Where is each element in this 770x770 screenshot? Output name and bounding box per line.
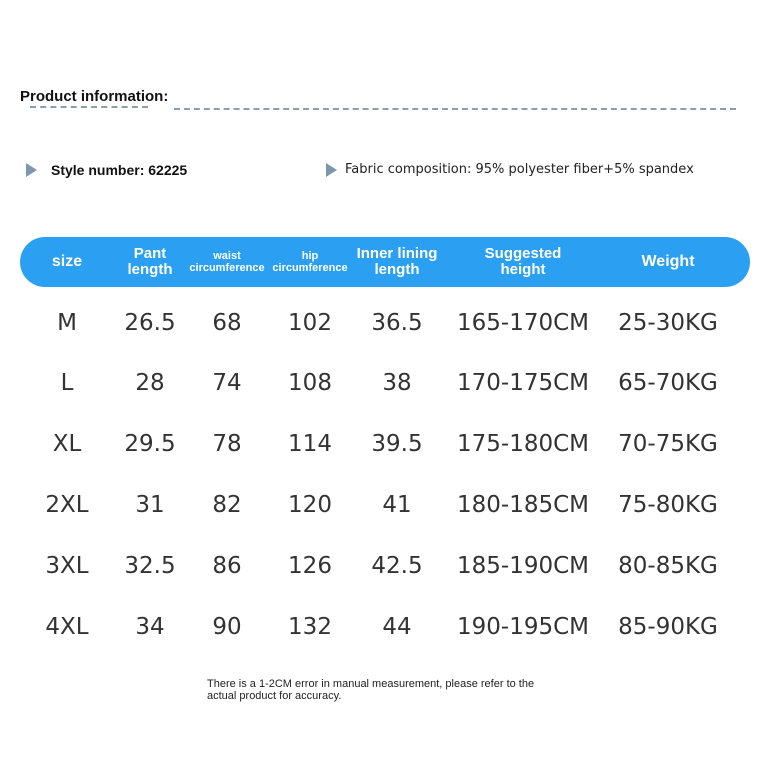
table-row bbox=[0, 303, 770, 343]
inner-lining-cell: 36.5 bbox=[371, 310, 423, 336]
weight-cell: 85-90KG bbox=[618, 614, 718, 640]
size-cell: 3XL bbox=[45, 553, 89, 579]
style-number-info bbox=[26, 162, 187, 178]
header-label-line: Weight bbox=[641, 253, 695, 271]
suggested-height-cell: 175-180CM bbox=[456, 431, 590, 457]
header-label-line: Pant bbox=[133, 244, 167, 262]
size-cell: XL bbox=[52, 431, 82, 457]
waist-cell: 86 bbox=[212, 553, 242, 579]
size-cell: M bbox=[57, 310, 77, 336]
table-row bbox=[0, 607, 770, 647]
measurement-note bbox=[207, 678, 597, 702]
waist-cell: 90 bbox=[212, 614, 242, 640]
header-waist bbox=[189, 237, 264, 287]
size-cell: L bbox=[60, 370, 74, 396]
section-title: Product information: bbox=[20, 88, 169, 105]
inner-lining-cell: 41 bbox=[382, 492, 412, 518]
waist-cell: 78 bbox=[212, 431, 242, 457]
weight-cell: 70-75KG bbox=[618, 431, 718, 457]
suggested-height-cell: 190-195CM bbox=[456, 614, 590, 640]
hip-cell: 114 bbox=[288, 431, 332, 457]
dashed-divider bbox=[174, 108, 736, 110]
suggested-height-cell: 185-190CM bbox=[456, 553, 590, 579]
table-row bbox=[0, 363, 770, 403]
triangle-right-icon bbox=[326, 163, 337, 177]
suggested-height-cell: 170-175CM bbox=[456, 370, 590, 396]
weight-cell: 65-70KG bbox=[618, 370, 718, 396]
header-label-line: Inner lining bbox=[356, 244, 438, 262]
header-inner-lining bbox=[357, 237, 438, 287]
header-size bbox=[52, 237, 82, 287]
header-label-line: length bbox=[374, 261, 420, 278]
fabric-text: Fabric composition: 95% polyester fiber+5% spandex bbox=[345, 162, 694, 177]
header-label-line: hip bbox=[301, 249, 319, 262]
triangle-right-icon bbox=[26, 163, 37, 177]
hip-cell: 132 bbox=[288, 614, 332, 640]
pant-length-cell: 34 bbox=[135, 614, 165, 640]
inner-lining-cell: 38 bbox=[382, 370, 412, 396]
style-number-text: Style number: 62225 bbox=[51, 162, 188, 178]
size-cell: 4XL bbox=[45, 614, 89, 640]
header-label-line: circumference bbox=[189, 262, 265, 274]
table-row bbox=[0, 424, 770, 464]
weight-cell: 80-85KG bbox=[618, 553, 718, 579]
hip-cell: 126 bbox=[288, 553, 332, 579]
pant-length-cell: 26.5 bbox=[124, 310, 176, 336]
size-cell: 2XL bbox=[45, 492, 89, 518]
suggested-height-cell: 165-170CM bbox=[456, 310, 590, 336]
header-label-line: waist bbox=[213, 249, 241, 262]
size-table-header bbox=[20, 237, 750, 287]
pant-length-cell: 29.5 bbox=[124, 431, 176, 457]
pant-length-cell: 28 bbox=[135, 370, 165, 396]
header-label-line: circumference bbox=[272, 262, 348, 274]
weight-cell: 25-30KG bbox=[618, 310, 718, 336]
waist-cell: 68 bbox=[212, 310, 242, 336]
header-label-line: Suggested bbox=[484, 244, 562, 262]
note-line-1: There is a 1-2CM error in manual measurement, please refer to the bbox=[207, 678, 535, 690]
title-underline bbox=[30, 106, 148, 108]
inner-lining-cell: 44 bbox=[382, 614, 412, 640]
pant-length-cell: 31 bbox=[135, 492, 165, 518]
inner-lining-cell: 39.5 bbox=[371, 431, 423, 457]
hip-cell: 102 bbox=[288, 310, 332, 336]
header-weight bbox=[641, 237, 694, 287]
waist-cell: 74 bbox=[212, 370, 242, 396]
header-label-line: length bbox=[127, 261, 173, 278]
hip-cell: 120 bbox=[288, 492, 332, 518]
header-label-line: height bbox=[500, 261, 546, 278]
hip-cell: 108 bbox=[288, 370, 332, 396]
waist-cell: 82 bbox=[212, 492, 242, 518]
header-pant-length bbox=[128, 237, 173, 287]
header-hip bbox=[272, 237, 347, 287]
note-line-2: actual product for accuracy. bbox=[207, 690, 342, 702]
fabric-info bbox=[326, 162, 694, 177]
header-suggested-height bbox=[485, 237, 562, 287]
header-label-line: size bbox=[51, 253, 83, 271]
table-row bbox=[0, 485, 770, 525]
table-row bbox=[0, 546, 770, 586]
weight-cell: 75-80KG bbox=[618, 492, 718, 518]
pant-length-cell: 32.5 bbox=[124, 553, 176, 579]
suggested-height-cell: 180-185CM bbox=[456, 492, 590, 518]
inner-lining-cell: 42.5 bbox=[371, 553, 423, 579]
